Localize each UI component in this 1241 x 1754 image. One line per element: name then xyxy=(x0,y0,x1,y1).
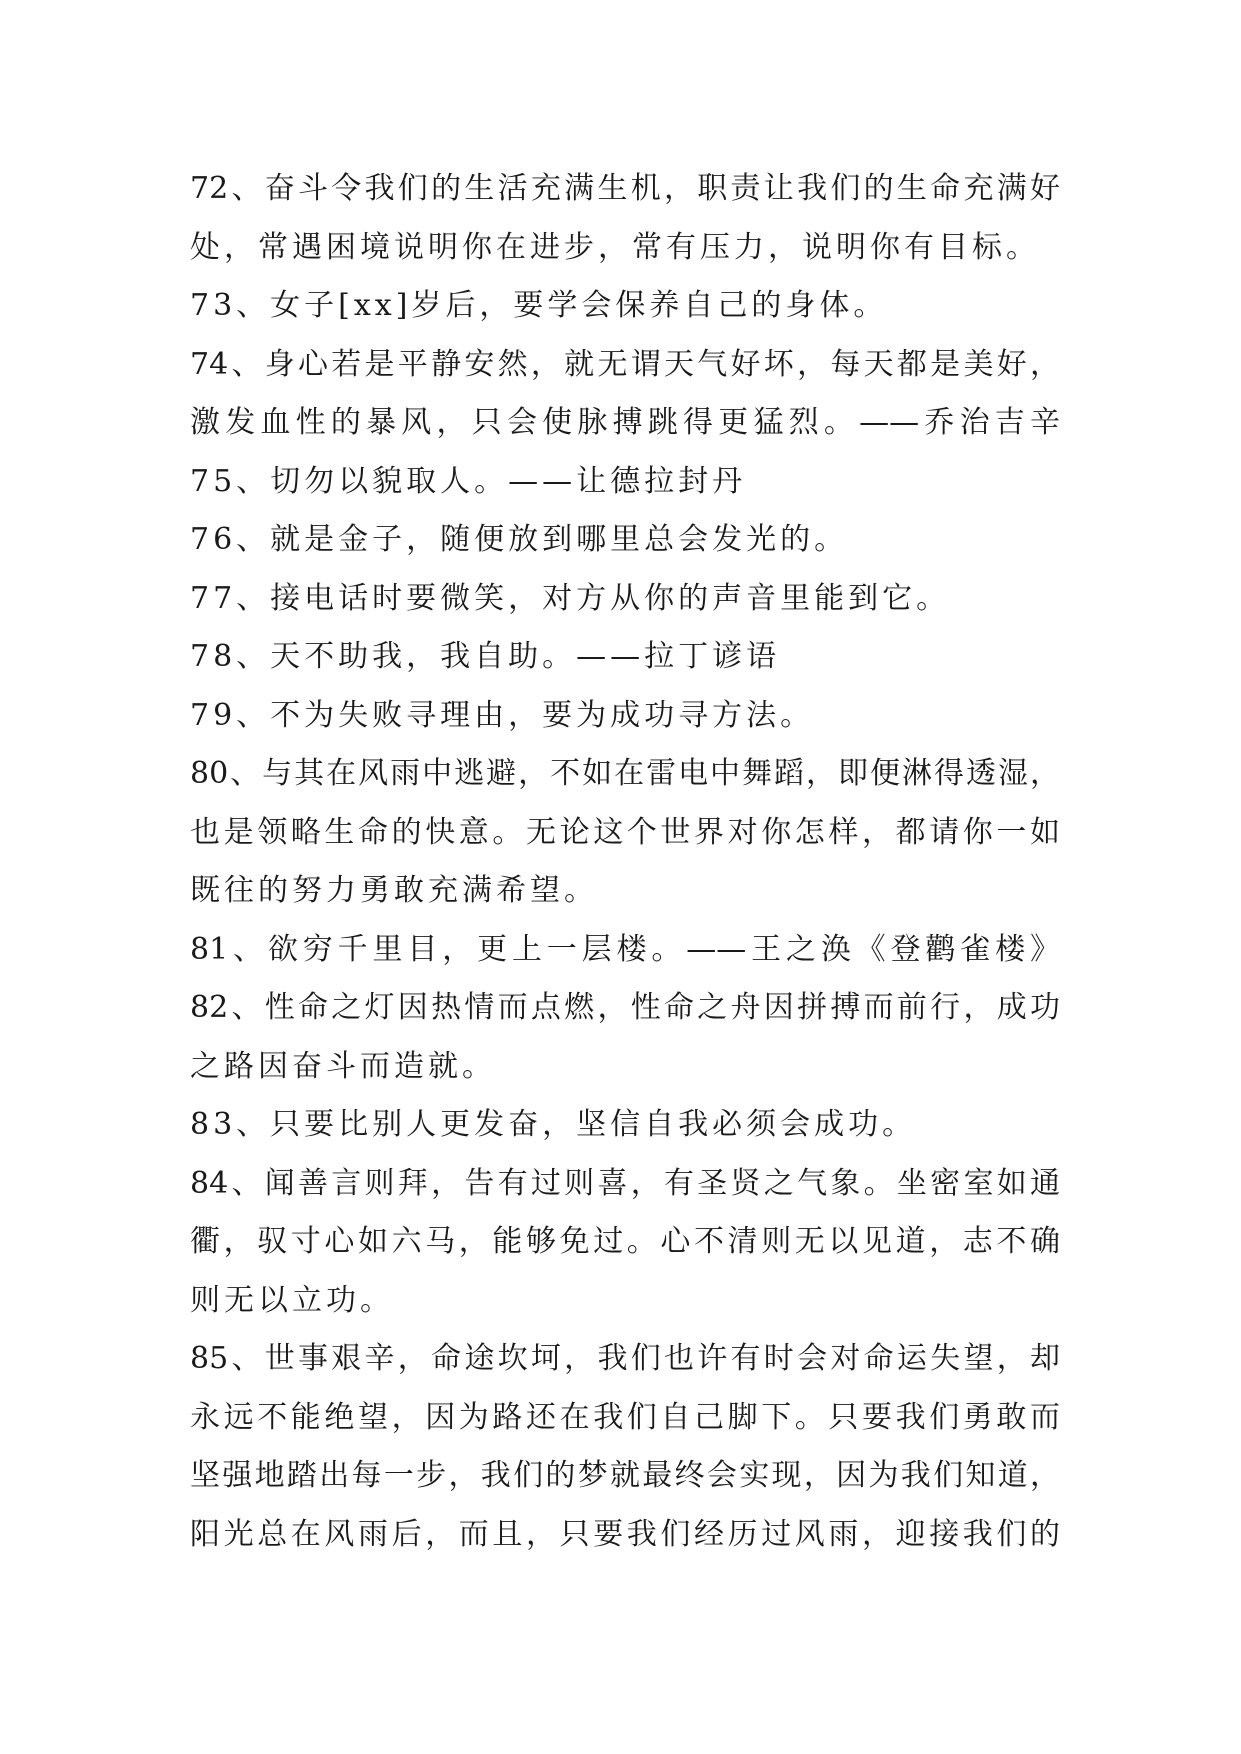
text-line: 之路因奋斗而造就。 xyxy=(190,1048,496,1084)
text-line: 坚强地踏出每一步，我们的梦就最终会实现，因为我们知道， xyxy=(190,1458,1060,1493)
text-line: 阳光总在风雨后，而且，只要我们经历过风雨，迎接我们的 xyxy=(190,1516,1060,1552)
text-line: 激发血性的暴风，只会使脉搏跳得更猛烈。——乔治吉辛 xyxy=(190,405,1060,440)
text-line: 永远不能绝望，因为路还在我们自己脚下。只要我们勇敢而 xyxy=(190,1399,1060,1435)
text-line: 83、只要比别人更发奋，坚信自我必须会成功。 xyxy=(190,1107,917,1142)
text-line: 衢，驭寸心如六马，能够免过。心不清则无以见道，志不确 xyxy=(190,1224,1060,1259)
text-line: 78、天不助我，我自助。——拉丁谚语 xyxy=(190,639,781,674)
text-line: 73、女子[xx]岁后，要学会保养自己的身体。 xyxy=(190,288,888,323)
text-line: 74、身心若是平静安然，就无谓天气好坏，每天都是美好， xyxy=(190,346,1060,382)
text-line: 77、接电话时要微笑，对方从你的声音里能到它。 xyxy=(190,580,951,616)
text-line: 84、闻善言则拜，告有过则喜，有圣贤之气象。坐密室如通 xyxy=(190,1165,1060,1201)
text-line: 处，常遇困境说明你在进步，常有压力，说明你有目标。 xyxy=(190,229,1040,265)
text-line: 也是领略生命的快意。无论这个世界对你怎样，都请你一如 xyxy=(190,814,1060,850)
text-line: 既往的努力勇敢充满希望。 xyxy=(190,873,598,908)
text-line: 85、世事艰辛，命途坎坷，我们也许有时会对命运失望，却 xyxy=(190,1341,1060,1376)
text-line: 82、性命之灯因热情而点燃，性命之舟因拼搏而前行，成功 xyxy=(190,990,1060,1025)
text-line: 79、不为失败寻理由，要为成功寻方法。 xyxy=(190,697,815,733)
text-line: 81、欲穷千里目，更上一层楼。——王之涣《登鹳雀楼》 xyxy=(190,931,1060,967)
text-line: 76、就是金子，随便放到哪里总会发光的。 xyxy=(190,522,849,557)
text-line: 80、与其在风雨中逃避，不如在雷电中舞蹈，即便淋得透湿， xyxy=(190,756,1060,791)
text-line: 72、奋斗令我们的生活充满生机，职责让我们的生命充满好 xyxy=(190,171,1060,206)
text-line: 75、切勿以貌取人。——让德拉封丹 xyxy=(190,463,747,499)
text-line: 则无以立功。 xyxy=(190,1282,394,1318)
quote-list xyxy=(190,160,1060,1564)
